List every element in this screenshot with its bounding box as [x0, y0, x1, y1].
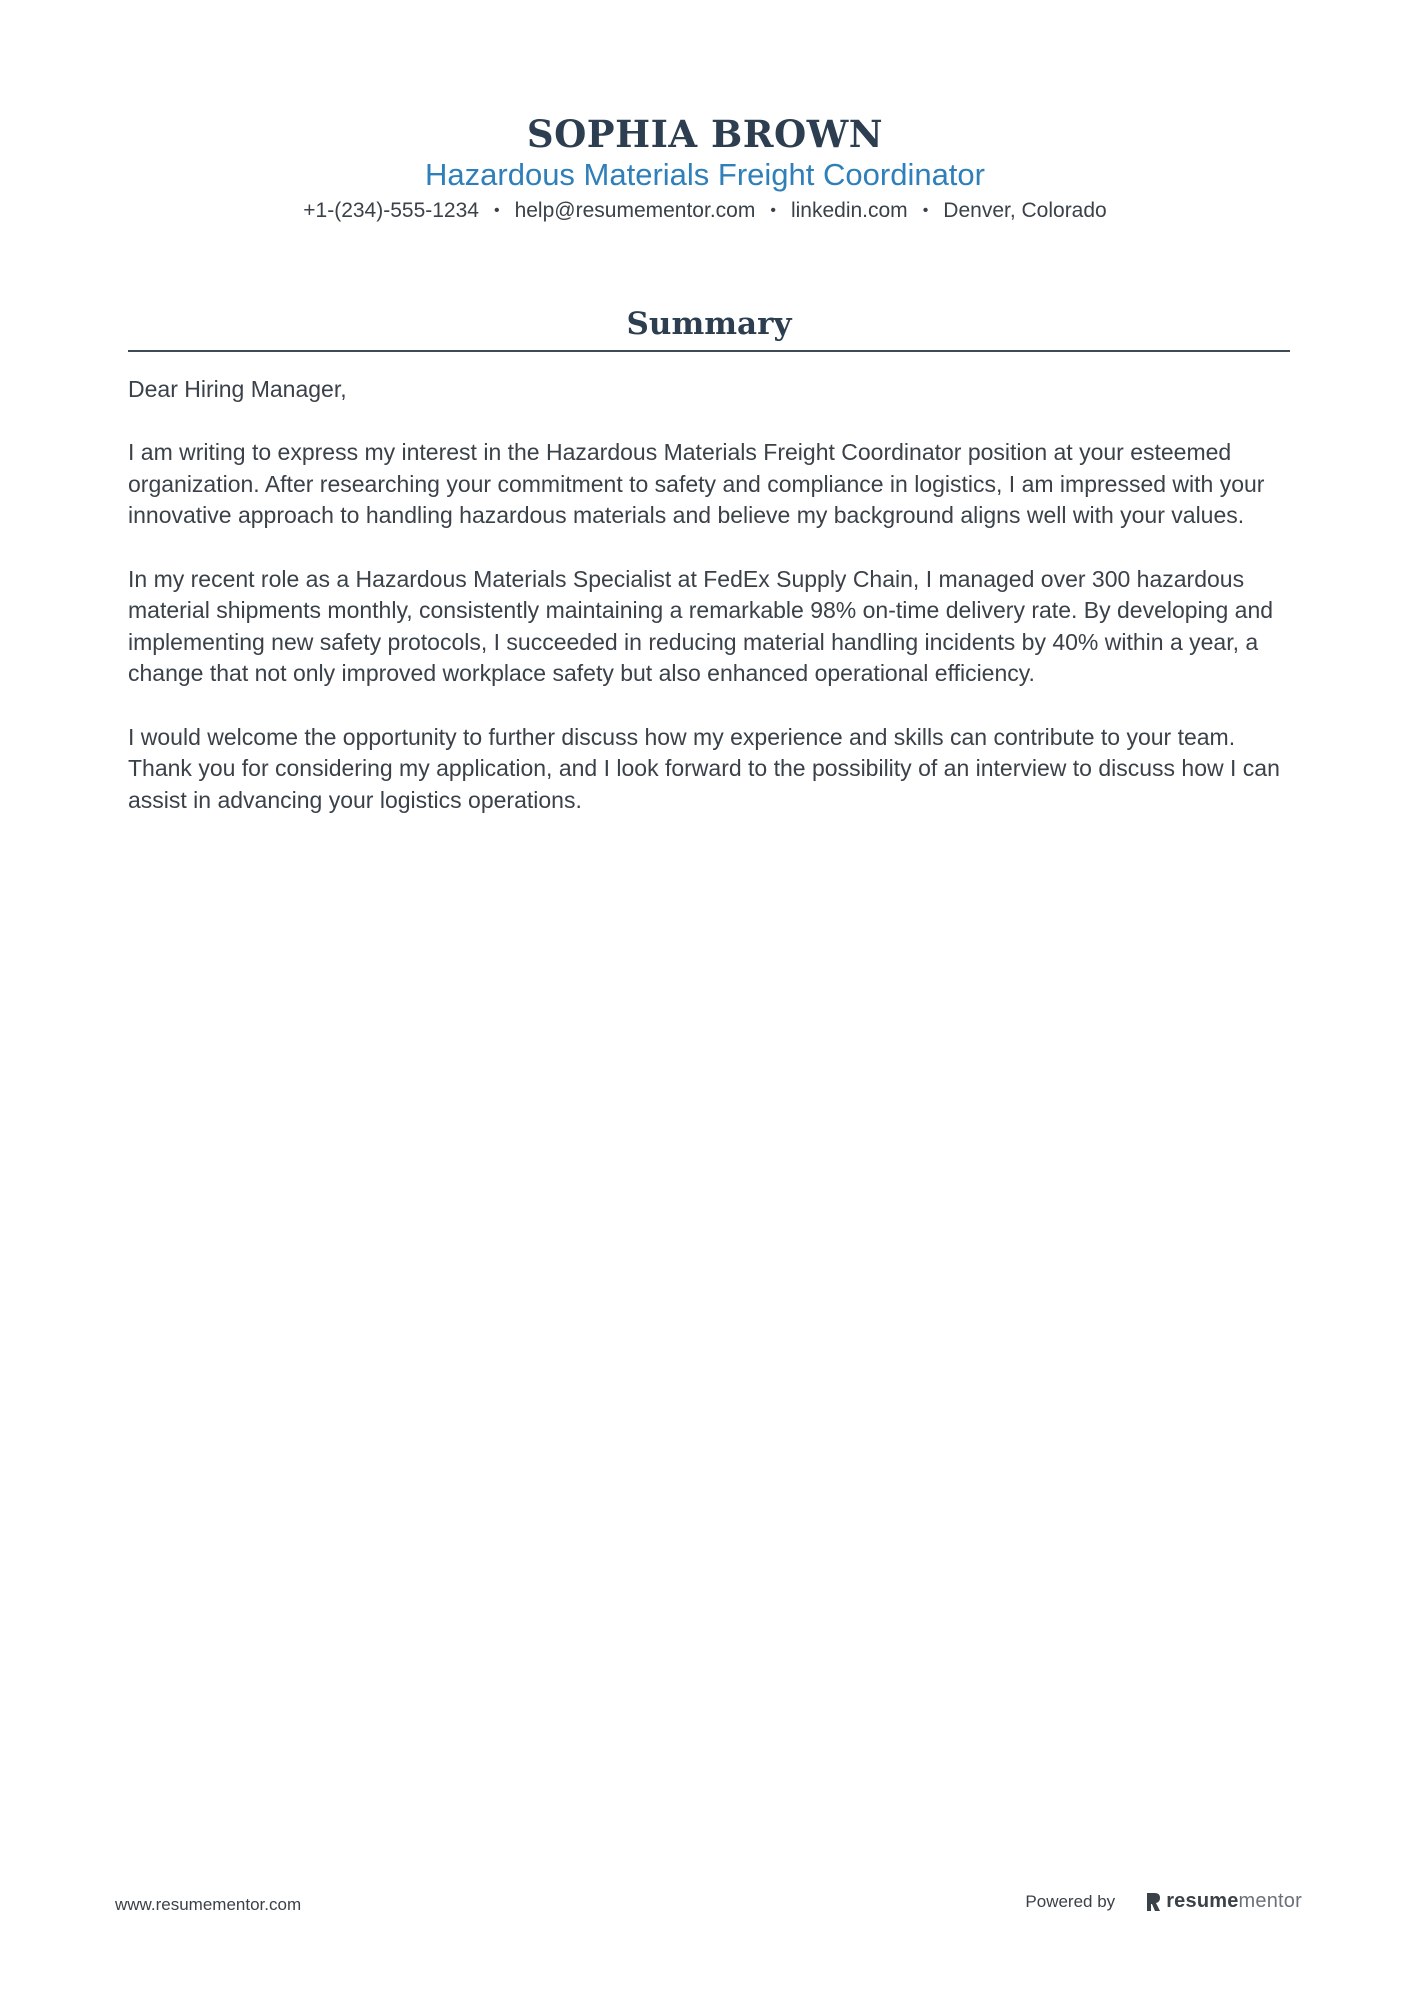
- contact-linkedin[interactable]: linkedin.com: [790, 199, 908, 222]
- job-title: Hazardous Materials Freight Coordinator: [425, 157, 985, 192]
- contact-separator: •: [493, 202, 500, 219]
- section-divider: [128, 350, 1290, 352]
- letter-paragraph: I am writing to express my interest in the Hazardous Materials Freight Coordinator position at your esteemed organization. After researching your commitment to safety and compliance in logistics, I am impressed with your innovative approach to handling hazardous materials and believe my background aligns well with your values.: [128, 439, 1265, 529]
- contact-separator: •: [770, 202, 776, 219]
- letter-greeting: Dear Hiring Manager,: [128, 376, 347, 402]
- brand-text-strong: resume: [1166, 1890, 1239, 1912]
- summary-section: [128, 304, 1290, 848]
- letter-paragraph: In my recent role as a Hazardous Materials Specialist at FedEx Supply Chain, I managed over 300 hazardous material shipments monthly, consistently maintaining a remarkable 98% on-time delivery rate. By developing and implementing new safety protocols, I succeeded in reducing material handling incidents by 40% within a year, a change that not only improved workplace safety but also enhanced operational efficiency.: [128, 565, 1274, 687]
- contact-phone: +1-(234)-555-1234: [303, 199, 479, 222]
- powered-by-label: Powered by: [1025, 1891, 1116, 1911]
- resumementor-logo-icon: [1145, 1891, 1161, 1913]
- resume-header: [0, 112, 1410, 225]
- contact-separator: •: [922, 202, 929, 219]
- contact-email[interactable]: help@resumementor.com: [514, 199, 756, 222]
- letter-paragraph: I would welcome the opportunity to further discuss how my experience and skills can contribute to your team. Thank you for considering my application, and I look forward to the possibility of an interview to discuss how I can assist in advancing your logistics operations.: [128, 723, 1280, 813]
- brand-logo[interactable]: [1145, 1890, 1302, 1913]
- contact-location: Denver, Colorado: [943, 199, 1107, 222]
- footer-website-link[interactable]: www.resumementor.com: [115, 1895, 302, 1914]
- brand-text-light: mentor: [1238, 1890, 1302, 1912]
- candidate-name: SOPHIA BROWN: [526, 112, 884, 156]
- section-title: Summary: [626, 306, 792, 342]
- footer-branding: [1025, 1890, 1302, 1913]
- contact-line: [0, 197, 1410, 225]
- cover-letter-body: [128, 374, 1290, 816]
